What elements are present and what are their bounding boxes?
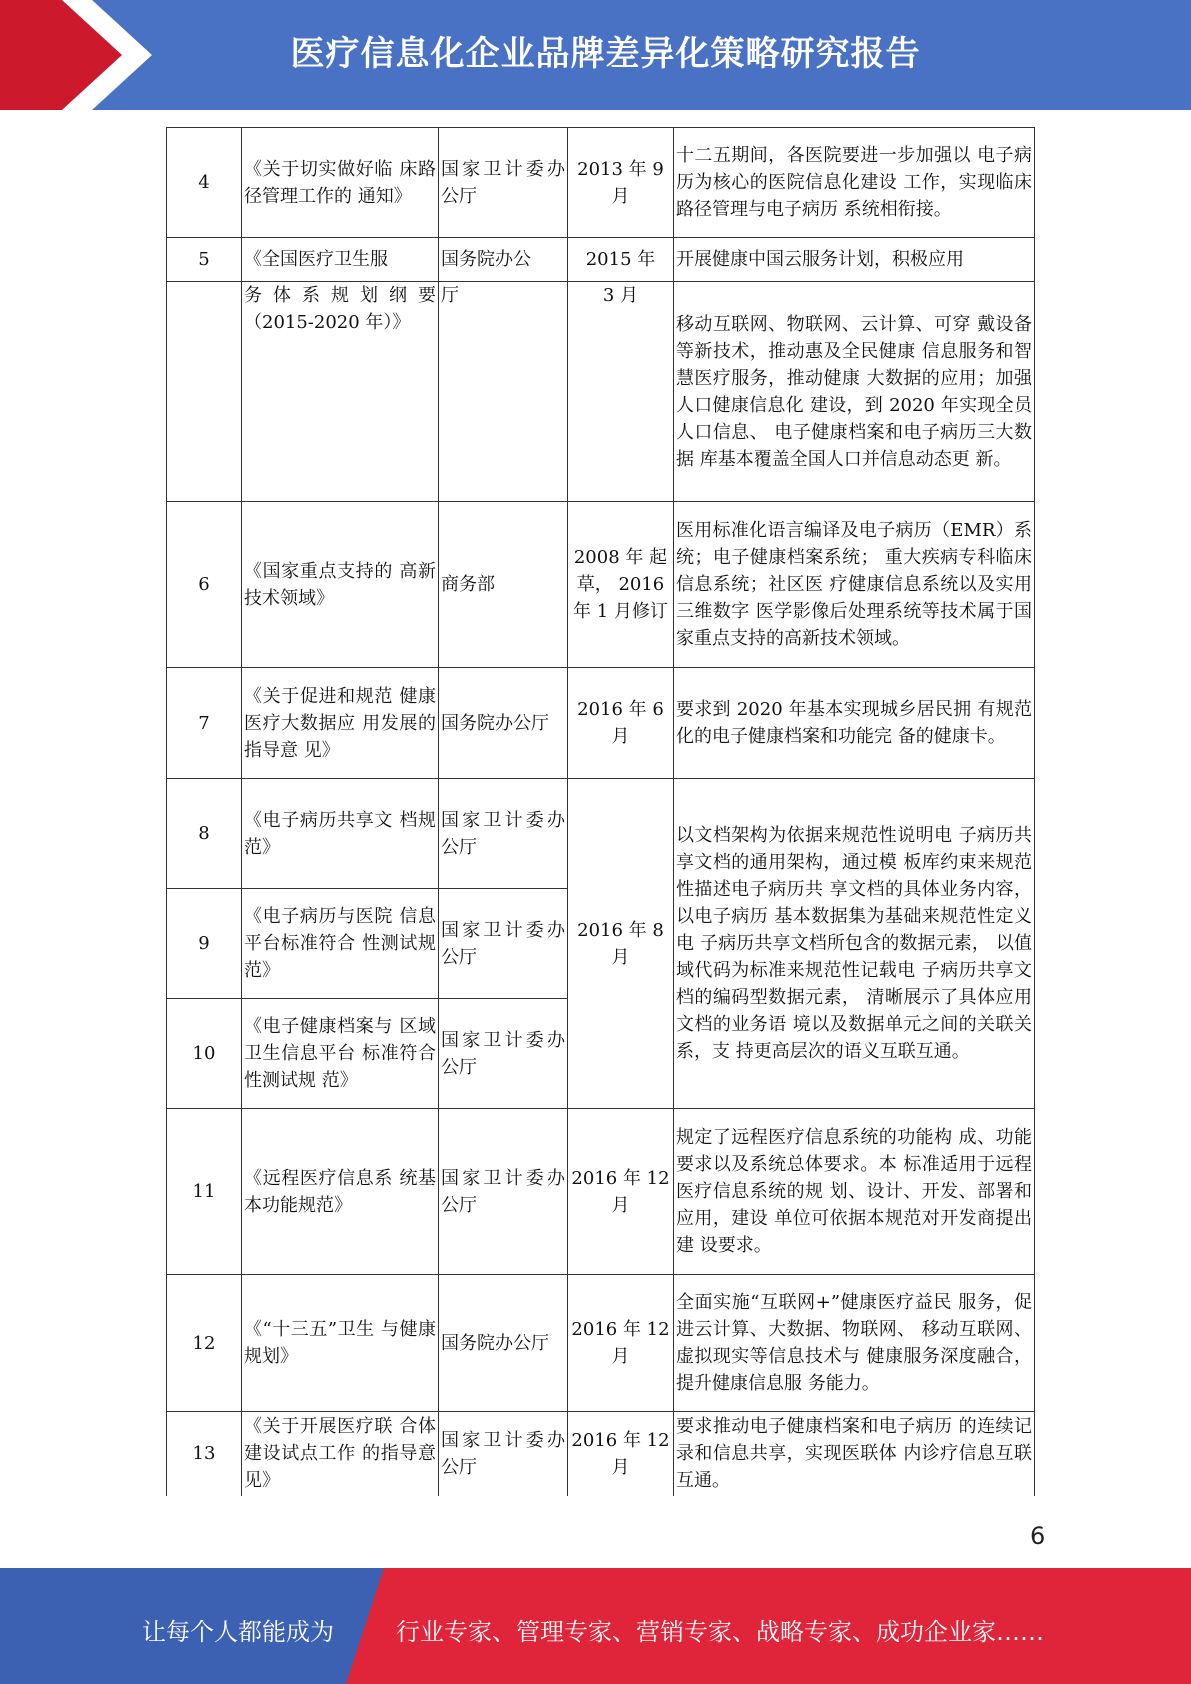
row-number: 13 — [167, 1412, 242, 1496]
report-title: 医疗信息化企业品牌差异化策略研究报告 — [290, 34, 921, 74]
table-row — [167, 1109, 1035, 1275]
page-number: 6 — [1030, 1522, 1046, 1550]
page-footer — [0, 1568, 1191, 1684]
row-number: 6 — [167, 502, 242, 668]
document-description: 要求到 2020 年基本实现城乡居民拥 有规范化的电子健康档案和功能完 备的健康卡。 — [674, 668, 1035, 779]
table-row — [167, 668, 1035, 779]
page-header — [0, 0, 1191, 110]
document-description: 十二五期间，各医院要进一步加强以 电子病历为核心的医院信息化建设 工作，实现临床路径管理与电子病历 系统相衔接。 — [674, 128, 1035, 238]
issue-date: 2016 年 12月 — [568, 1275, 674, 1412]
table-row — [167, 502, 1035, 668]
footer-slogan-left: 让每个人都能成为 — [142, 1618, 334, 1646]
issuing-organization: 国家卫计委办公厅 — [439, 889, 568, 999]
row-number — [167, 282, 242, 502]
document-name: 《国家重点支持的 高新技术领域》 — [242, 502, 439, 668]
document-description: 全面实施“互联网+”健康医疗益民 服务，促进云计算、大数据、物联网、 移动互联网、虚拟现实等信息技术与 健康服务深度融合，提升健康信息服 务能力。 — [674, 1275, 1035, 1412]
issuing-organization: 商务部 — [439, 502, 568, 668]
document-description: 移动互联网、物联网、云计算、可穿 戴设备等新技术，推动惠及全民健康 信息服务和智慧医疗服务，推动健康 大数据的应用；加强人口健康信息化 建设，到 2020 年实现全员人口信息、 电子健康档案和电子病历三大数据 库基本覆盖全国人口并信息动态更 新。 — [674, 282, 1035, 502]
issuing-organization: 国务院办公 — [439, 238, 568, 282]
row-number: 8 — [167, 779, 242, 889]
issuing-organization: 厅 — [439, 282, 568, 502]
table-row — [167, 282, 1035, 502]
issuing-organization: 国家卫计委办公厅 — [439, 128, 568, 238]
document-description: 规定了远程医疗信息系统的功能构 成、功能要求以及系统总体要求。本 标准适用于远程医疗信息系统的规 划、设计、开发、部署和应用，建设 单位可依据本规范对开发商提出建 设要求。 — [674, 1109, 1035, 1275]
policy-table — [166, 127, 1035, 1496]
row-number: 11 — [167, 1109, 242, 1275]
issue-date: 2016 年 8月 — [568, 779, 674, 1109]
issue-date: 2016 年 12月 — [568, 1412, 674, 1496]
issue-date: 3 月 — [568, 282, 674, 502]
row-number: 9 — [167, 889, 242, 999]
document-name: 《关于促进和规范 健康医疗大数据应 用发展的指导意 见》 — [242, 668, 439, 779]
row-number: 10 — [167, 999, 242, 1109]
document-name: 《电子病历共享文 档规范》 — [242, 779, 439, 889]
row-number: 7 — [167, 668, 242, 779]
issue-date: 2016 年 12月 — [568, 1109, 674, 1275]
document-name: 《电子健康档案与 区域卫生信息平台 标准符合性测试规 范》 — [242, 999, 439, 1109]
issue-date: 2015 年 — [568, 238, 674, 282]
issuing-organization: 国务院办公厅 — [439, 1275, 568, 1412]
document-description: 以文档架构为依据来规范性说明电 子病历共享文档的通用架构，通过模 板库约束来规范性描述电子病历共 享文档的具体业务内容，以电子病历 基本数据集为基础来规范性定义电 子病历共享文档所包含的数据元素， 以值域代码为标准来规范性记载电 子病历共享文档的编码型数据元素， 清晰展示了具体应用文档的业务语 境以及数据单元之间的关联关系，支 持更高层次的语义互联互通。 — [674, 779, 1035, 1109]
issuing-organization: 国家卫计委办公厅 — [439, 1109, 568, 1275]
table-row — [167, 779, 1035, 889]
document-description: 要求推动电子健康档案和电子病历 的连续记录和信息共享，实现医联体 内诊疗信息互联互通。 — [674, 1412, 1035, 1496]
issue-date: 2016 年 6月 — [568, 668, 674, 779]
document-name: 《“十三五”卫生 与健康规划》 — [242, 1275, 439, 1412]
row-number: 4 — [167, 128, 242, 238]
table-row — [167, 238, 1035, 282]
document-description: 开展健康中国云服务计划，积极应用 — [674, 238, 1035, 282]
table-row — [167, 128, 1035, 238]
footer-slogan-right: 行业专家、管理专家、营销专家、战略专家、成功企业家…… — [396, 1618, 1044, 1646]
table-row — [167, 1412, 1035, 1496]
row-number: 12 — [167, 1275, 242, 1412]
row-number: 5 — [167, 238, 242, 282]
issuing-organization: 国家卫计委办公厅 — [439, 999, 568, 1109]
document-description: 医用标准化语言编译及电子病历（EMR）系统；电子健康档案系统； 重大疾病专科临床信息系统；社区医 疗健康信息系统以及实用三维数字 医学影像后处理系统等技术属于国 家重点支持的高新技术领域。 — [674, 502, 1035, 668]
issuing-organization: 国家卫计委办公厅 — [439, 779, 568, 889]
issue-date: 2008 年 起草， 2016 年 1 月修订 — [568, 502, 674, 668]
document-name: 《全国医疗卫生服 — [242, 238, 439, 282]
document-name: 《远程医疗信息系 统基本功能规范》 — [242, 1109, 439, 1275]
issue-date: 2013 年 9月 — [568, 128, 674, 238]
issuing-organization: 国家卫计委办公厅 — [439, 1412, 568, 1496]
document-name: 《电子病历与医院 信息平台标准符合 性测试规范》 — [242, 889, 439, 999]
issuing-organization: 国务院办公厅 — [439, 668, 568, 779]
table-row — [167, 1275, 1035, 1412]
document-name: 《关于切实做好临 床路径管理工作的 通知》 — [242, 128, 439, 238]
document-name: 务体系规划纲要（2015-2020 年）》 — [242, 282, 439, 502]
document-name: 《关于开展医疗联 合体建设试点工作 的指导意见》 — [242, 1412, 439, 1496]
